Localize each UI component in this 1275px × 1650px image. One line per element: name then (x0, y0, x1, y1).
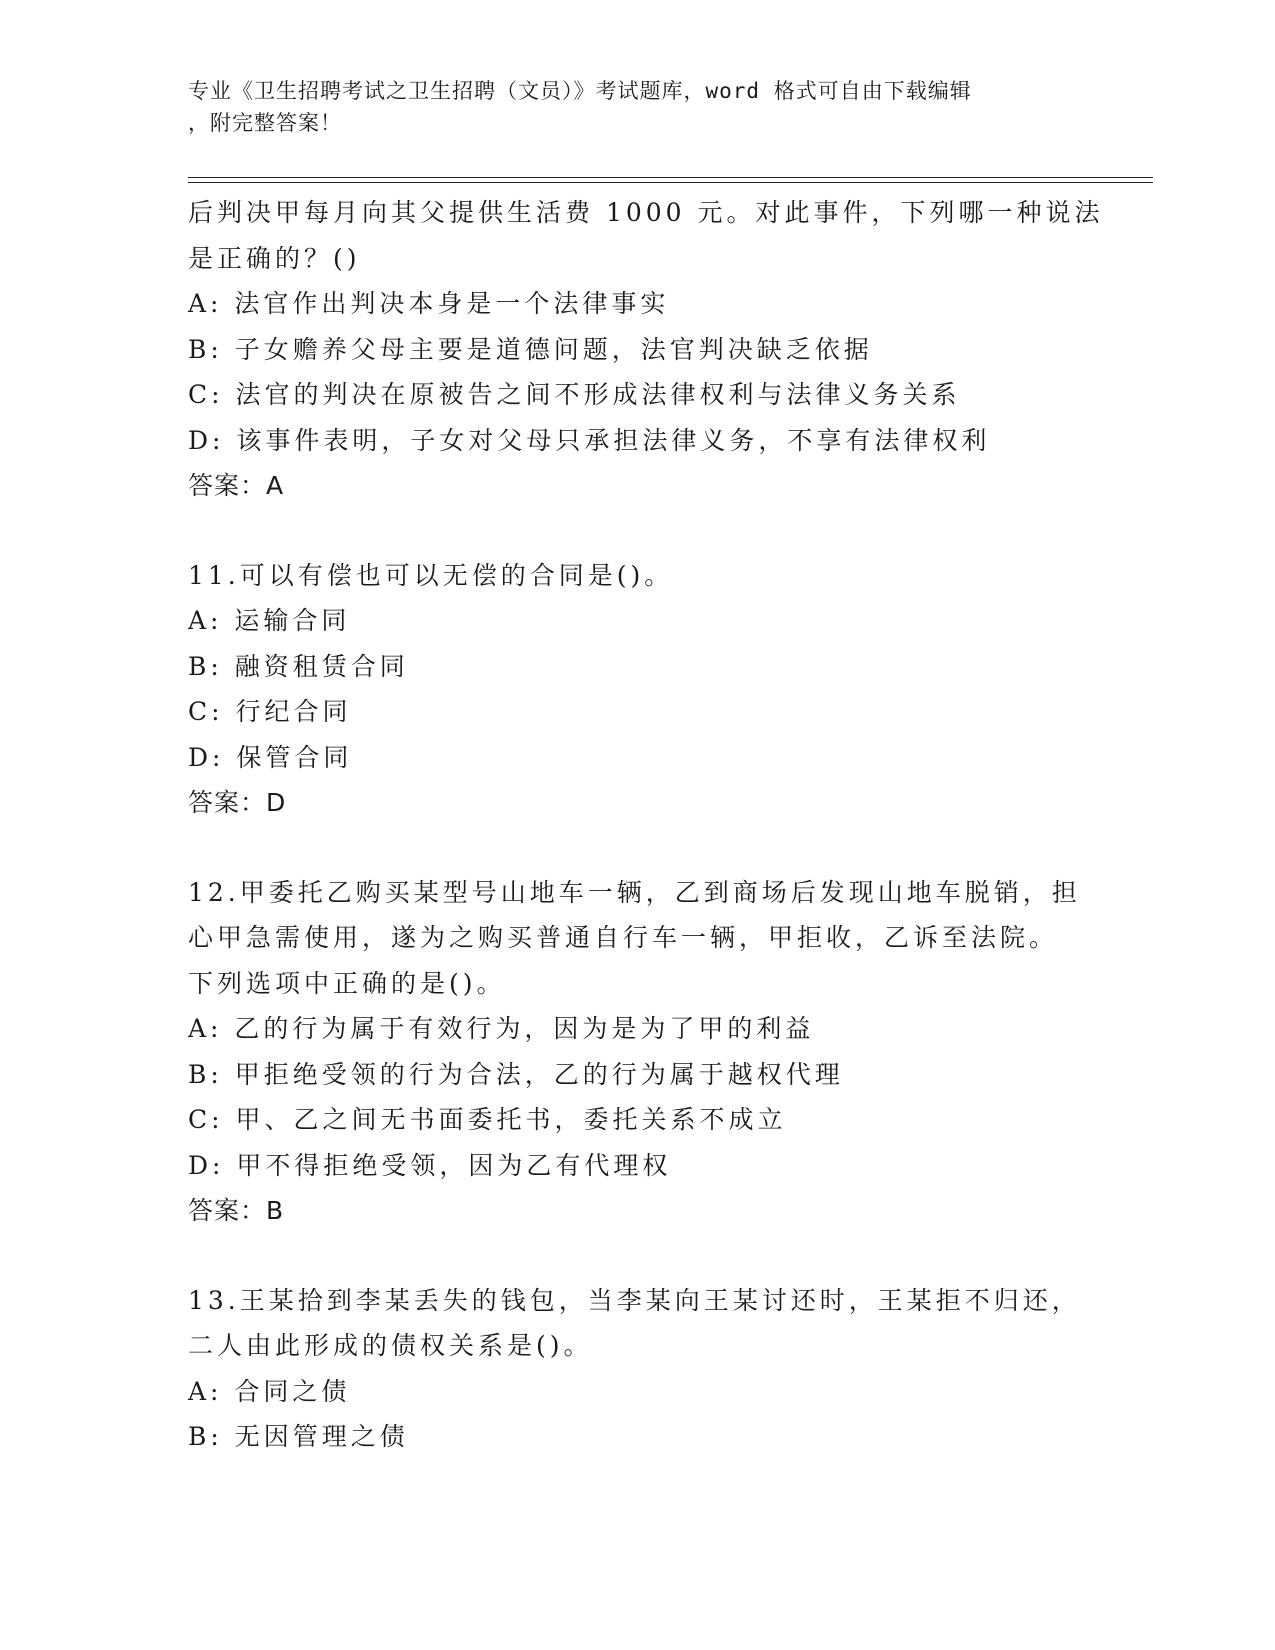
option-a: A: 乙的行为属于有效行为，因为是为了甲的利益 (188, 1014, 815, 1043)
question-stem: 11.可以有偿也可以无偿的合同是()。 (188, 560, 674, 590)
spacer (188, 509, 1078, 553)
option-d: D: 甲不得拒绝受领，因为乙有代理权 (188, 1150, 672, 1180)
question-11 (188, 553, 1078, 826)
option-d: D: 保管合同 (188, 742, 353, 772)
header-line-2: ，附完整答案！ (188, 111, 342, 135)
question-10 (188, 190, 1104, 509)
spacer (188, 826, 1078, 870)
option-d: D: 该事件表明，子女对父母只承担法律义务，不享有法律权利 (188, 425, 991, 455)
option-a: A: 法官作出判决本身是一个法律事实 (188, 289, 670, 318)
option-b: B: 融资租赁合同 (188, 651, 409, 681)
option-c: C: 法官的判决在原被告之间不形成法律权利与法律义务关系 (188, 380, 961, 409)
answer: 答案：D (188, 788, 287, 817)
spacer (188, 1234, 1078, 1278)
question-stem: 二人由此形成的债权关系是()。 (188, 1331, 593, 1360)
question-stem: 12.甲委托乙购买某型号山地车一辆，乙到商场后发现山地车脱销，担 (188, 877, 1081, 907)
question-stem: 心甲急需使用，遂为之购买普通自行车一辆，甲拒收，乙诉至法院。 (188, 923, 1059, 952)
header-rule-bottom (188, 182, 1153, 183)
header-line-1: 专业《卫生招聘考试之卫生招聘（文员）》考试题库，word 格式可自由下载编辑 (188, 79, 972, 103)
header-rule-top (188, 177, 1153, 178)
option-a: A: 运输合同 (188, 606, 351, 635)
document-header (188, 75, 1068, 139)
question-list (188, 190, 1104, 1460)
option-c: C: 行纪合同 (188, 697, 352, 726)
option-b: B: 无因管理之债 (188, 1422, 409, 1451)
question-13 (188, 1278, 1081, 1460)
question-stem: 下列选项中正确的是()。 (188, 968, 506, 998)
question-stem: 后判决甲每月向其父提供生活费 1000 元。对此事件，下列哪一种说法 (188, 198, 1104, 227)
question-stem: 是正确的？() (188, 243, 361, 273)
question-stem: 13.王某拾到李某丢失的钱包，当李某向王某讨还时，王某拒不归还， (188, 1285, 1081, 1315)
option-c: C: 甲、乙之间无书面委托书，委托关系不成立 (188, 1105, 787, 1134)
option-b: B: 甲拒绝受领的行为合法，乙的行为属于越权代理 (188, 1059, 844, 1089)
answer: 答案：A (188, 471, 285, 500)
answer: 答案：B (188, 1196, 285, 1225)
option-a: A: 合同之债 (188, 1376, 351, 1406)
option-b: B: 子女赡养父母主要是道德问题，法官判决缺乏依据 (188, 334, 873, 364)
question-12 (188, 870, 1081, 1234)
